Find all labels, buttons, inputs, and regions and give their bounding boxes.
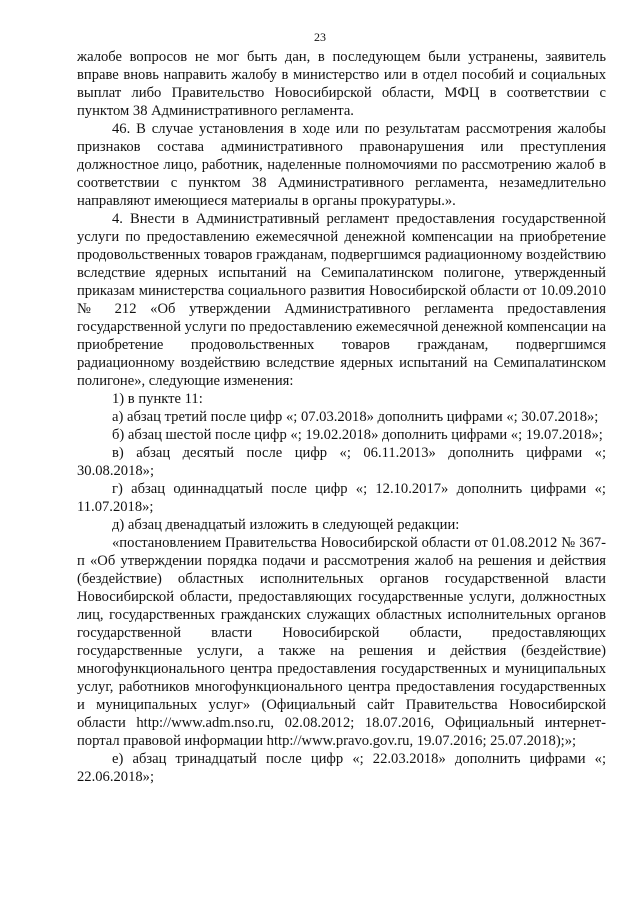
paragraph-complaint-continuation: жалобе вопросов не мог быть дан, в последующем были устранены, заявитель вправе вновь направить жалобу в министерство или в отдел пособий и социальных выплат либо Правительство Новосибирской области, МФЦ в соответствии с пунктом 38 Административного регламента. [77,49,606,119]
paragraph-item-4: 4. Внести в Административный регламент предоставления государственной услуги по предоставлению ежемесячной денежной компенсации на приобретение продовольственных товаров гражданам, подвергшимся радиационному воздействию вследствие ядерных испытаний на Семипалатинском полигоне, утвержденный приказам министерства социального развития Новосибирской области от 10.09.2010 № 212 «Об утверждении Административного регламента предоставления государственной услуги по предоставлению ежемесячной денежной компенсации на приобретение продовольственных товаров гражданам, подвергшимся радиационному воздействию вследствие ядерных испытаний на Семипалатинском полигоне», следующие изменения: [77,211,606,389]
paragraph-subitem-a: а) абзац третий после цифр «; 07.03.2018» дополнить цифрами «; 30.07.2018»; [112,409,599,425]
paragraph-subitem-v: в) абзац десятый после цифр «; 06.11.2013» дополнить цифрами «; 30.08.2018»; [77,445,606,479]
paragraph-subitem-d: д) абзац двенадцатый изложить в следующей редакции: [112,517,460,533]
paragraph-subitem-g: г) абзац одиннадцатый после цифр «; 12.10.2017» дополнить цифрами «; 11.07.2018»; [77,481,606,515]
paragraph-subitem-e: е) абзац тринадцатый после цифр «; 22.03.2018» дополнить цифрами «; 22.06.2018»; [77,751,606,785]
paragraph-new-wording: «постановлением Правительства Новосибирской области от 01.08.2012 № 367-п «Об утверждении порядка подачи и рассмотрения жалоб на решения и действия (бездействие) областных исполнительных органов государственной власти Новосибирской области, предоставляющих государственные услуги, должностных лиц, государственных гражданских служащих областных исполнительных органов государственной власти Новосибирской области, предоставляющих государственные услуги, а также на решения и действия (бездействие) многофункционального центра предоставления государственных и муниципальных услуг, работников многофункционального центра предоставления государственных и муниципальных услуг» (Официальный сайт Правительства Новосибирской области http://www.adm.nso.ru, 02.08.2012; 18.07.2016, Официальный интернет-портал правовой информации http://www.pravo.gov.ru, 19.07.2016; 25.07.2018);»; [77,535,606,749]
paragraph-46: 46. В случае установления в ходе или по результатам рассмотрения жалобы признаков состава административного правонарушения или преступления должностное лицо, работник, наделенные полномочиями по рассмотрению жалоб в соответствии с пунктом 38 Административного регламента, незамедлительно направляют имеющиеся материалы в органы прокуратуры.». [77,121,606,209]
document-body [77,48,606,786]
paragraph-subitem-1: 1) в пункте 11: [112,391,203,407]
page-number: 23 [314,30,326,44]
paragraph-subitem-b: б) абзац шестой после цифр «; 19.02.2018» дополнить цифрами «; 19.07.2018»; [112,427,603,443]
